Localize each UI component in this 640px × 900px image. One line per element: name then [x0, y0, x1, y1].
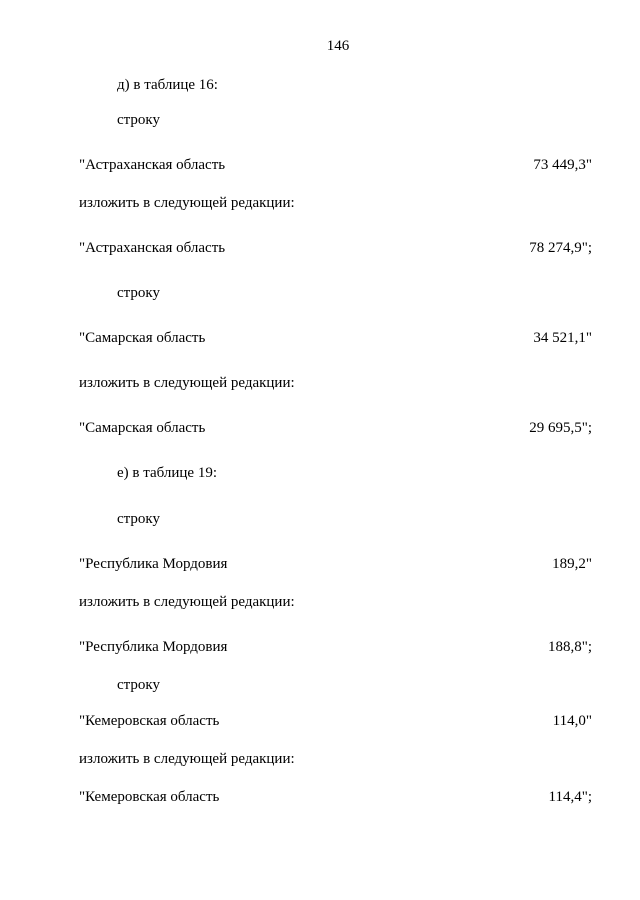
line-value: 29 695,5";: [529, 420, 592, 436]
line-text: строку: [117, 112, 160, 128]
line-text: "Республика Мордовия: [79, 639, 228, 655]
line-text: "Астраханская область: [79, 240, 226, 256]
doc-line: [0, 637, 640, 657]
line-text: д) в таблице 16:: [117, 77, 218, 93]
line-text: е) в таблице 19:: [117, 465, 218, 481]
line-text: изложить в следующей редакции:: [79, 375, 295, 391]
doc-line: [0, 418, 640, 438]
doc-line: [0, 592, 640, 612]
line-text: строку: [117, 677, 160, 693]
line-text: изложить в следующей редакции:: [79, 594, 295, 610]
line-text: "Самарская область: [79, 420, 206, 436]
line-value: 114,0": [552, 713, 592, 729]
doc-line: [0, 554, 640, 574]
line-text: строку: [117, 285, 160, 301]
doc-line: [0, 509, 640, 529]
doc-line: [0, 787, 640, 807]
doc-line: [0, 110, 640, 130]
doc-line: [0, 328, 640, 348]
doc-line: [0, 463, 640, 483]
doc-line: [0, 193, 640, 213]
doc-line: [0, 155, 640, 175]
line-value: 73 449,3": [533, 157, 592, 173]
line-text: изложить в следующей редакции:: [79, 751, 295, 767]
line-text: изложить в следующей редакции:: [79, 195, 295, 211]
line-value: 188,8";: [547, 639, 592, 655]
doc-line: [0, 75, 640, 95]
doc-line: [0, 238, 640, 258]
doc-line: [0, 711, 640, 731]
doc-line: [0, 675, 640, 695]
doc-line: [0, 373, 640, 393]
line-text: строку: [117, 511, 160, 527]
line-text: "Кемеровская область: [79, 713, 220, 729]
line-text: "Кемеровская область: [79, 789, 220, 805]
doc-line: [0, 283, 640, 303]
line-value: 189,2": [552, 556, 592, 572]
doc-line: [0, 749, 640, 769]
line-value: 78 274,9";: [529, 240, 592, 256]
line-value: 114,4";: [548, 789, 592, 805]
line-text: "Астраханская область: [79, 157, 226, 173]
line-text: "Самарская область: [79, 330, 206, 346]
line-text: "Республика Мордовия: [79, 556, 228, 572]
line-value: 34 521,1": [533, 330, 592, 346]
page-number: 146: [326, 38, 350, 54]
